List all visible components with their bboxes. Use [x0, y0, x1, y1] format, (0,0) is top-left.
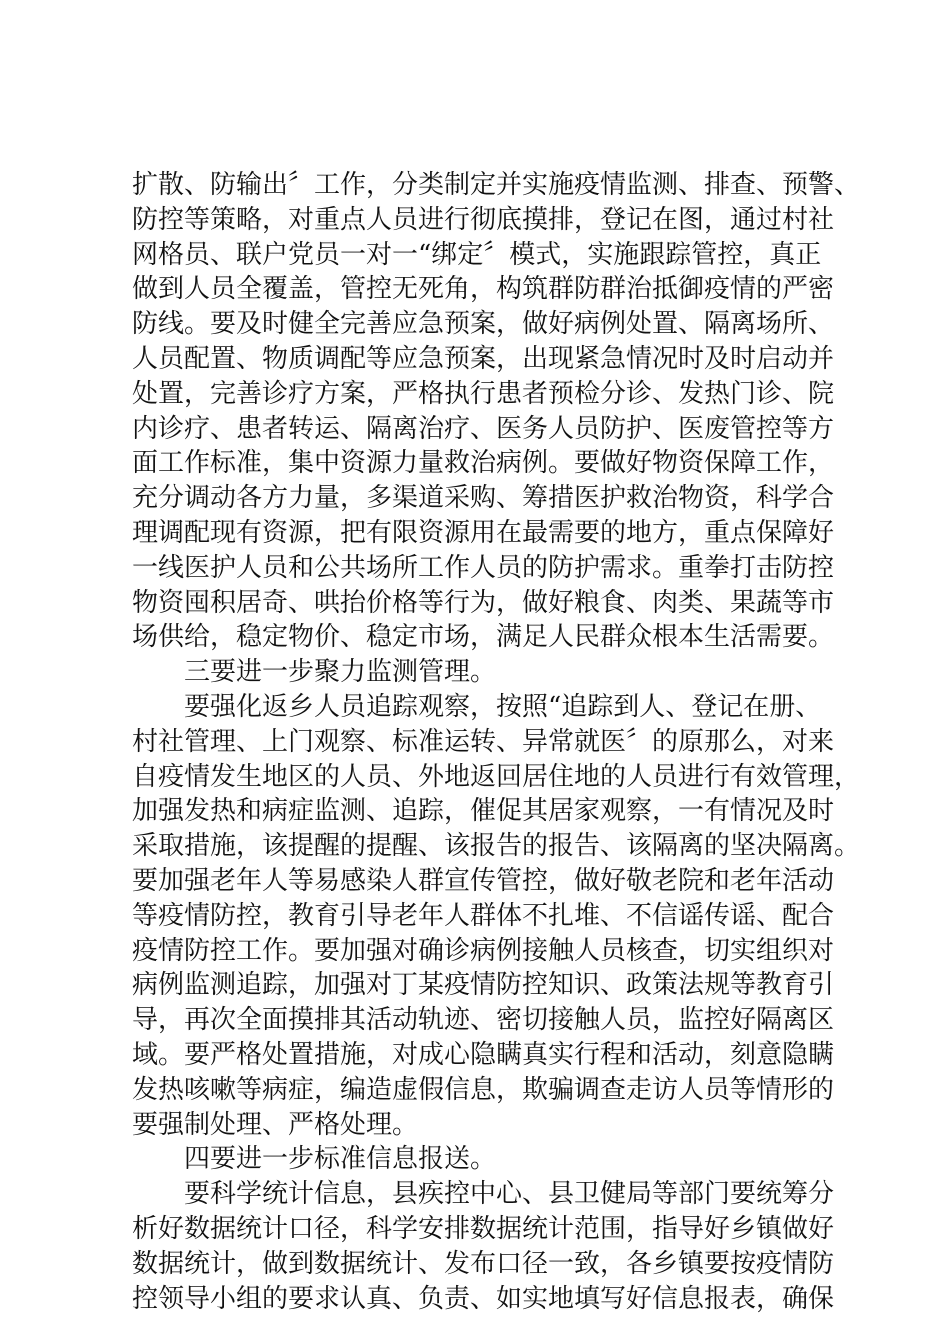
text-line: 面工作标准，集中资源力量救治病例。要做好物资保障工作， — [132, 448, 835, 479]
text-line: 自疫情发生地区的人员、外地返回居住地的人员进行有效管理， — [132, 761, 861, 792]
text-line: 数据统计，做到数据统计、发布口径一致，各乡镇要按疫情防 — [132, 1248, 835, 1279]
text-line: 处置，完善诊疗方案，严格执行患者预检分诊、发热门诊、院 — [132, 378, 835, 409]
text-line: 域。要严格处置措施，对成心隐瞒真实行程和活动，刻意隐瞒 — [132, 1039, 835, 1070]
body-text — [132, 168, 861, 1316]
text-line: 充分调动各方力量，多渠道采购、筹措医护救治物资，科学合 — [132, 483, 835, 514]
text-line: 病例监测追踪，加强对丁某疫情防控知识、政策法规等教育引 — [132, 970, 835, 1001]
text-line: 控领导小组的要求认真、负责、如实地填写好信息报表，确保 — [132, 1283, 835, 1314]
text-line: 做到人员全覆盖，管控无死角，构筑群防群治抵御疫情的严密 — [132, 274, 835, 305]
text-line: 防线。要及时健全完善应急预案，做好病例处置、隔离场所、 — [132, 309, 835, 340]
text-line: 村社管理、上门观察、标准运转、异常就医〞的原那么，对来 — [132, 726, 835, 757]
section-heading: 四要进一步标准信息报送。 — [184, 1144, 497, 1175]
text-line: 防控等策略，对重点人员进行彻底摸排，登记在图，通过村社 — [132, 204, 835, 235]
text-line: 要加强老年人等易感染人群宣传管控，做好敬老院和老年活动 — [132, 865, 835, 896]
text-line: 发热咳嗽等病症，编造虚假信息，欺骗调查走访人员等情形的 — [132, 1074, 835, 1105]
text-line: 要强化返乡人员追踪观察，按照“追踪到人、登记在册、 — [184, 691, 822, 722]
text-line: 采取措施，该提醒的提醒、该报告的报告、该隔离的坚决隔离。 — [132, 831, 861, 862]
text-line: 人员配置、物质调配等应急预案，出现紧急情况时及时启动并 — [132, 343, 835, 374]
text-line: 一线医护人员和公共场所工作人员的防护需求。重拳打击防控 — [132, 552, 835, 583]
text-line: 导，再次全面摸排其活动轨迹、密切接触人员，监控好隔离区 — [132, 1005, 835, 1036]
text-line: 要科学统计信息，县疾控中心、县卫健局等部门要统筹分 — [184, 1179, 835, 1210]
text-line: 析好数据统计口径，科学安排数据统计范围，指导好乡镇做好 — [132, 1213, 835, 1244]
text-line: 物资囤积居奇、哄抬价格等行为，做好粮食、肉类、果蔬等市 — [132, 587, 835, 618]
text-line: 等疫情防控，教育引导老年人群体不扎堆、不信谣传谣、配合 — [132, 900, 835, 931]
text-line: 疫情防控工作。要加强对确诊病例接触人员核查，切实组织对 — [132, 935, 835, 966]
text-line: 理调配现有资源，把有限资源用在最需要的地方，重点保障好 — [132, 517, 835, 548]
text-line: 内诊疗、患者转运、隔离治疗、医务人员防护、医废管控等方 — [132, 413, 835, 444]
text-line: 要强制处理、严格处理。 — [132, 1109, 419, 1140]
text-line: 扩散、防输出〞工作，分类制定并实施疫情监测、排查、预警、 — [132, 170, 861, 200]
text-line: 加强发热和病症监测、追踪，催促其居家观察，一有情况及时 — [132, 796, 835, 827]
text-line: 网格员、联户党员一对一“绑定〞模式，实施跟踪管控，真正 — [132, 239, 822, 270]
text-line: 场供给，稳定物价、稳定市场，满足人民群众根本生活需要。 — [132, 622, 835, 653]
section-heading: 三要进一步聚力监测管理。 — [184, 657, 497, 688]
